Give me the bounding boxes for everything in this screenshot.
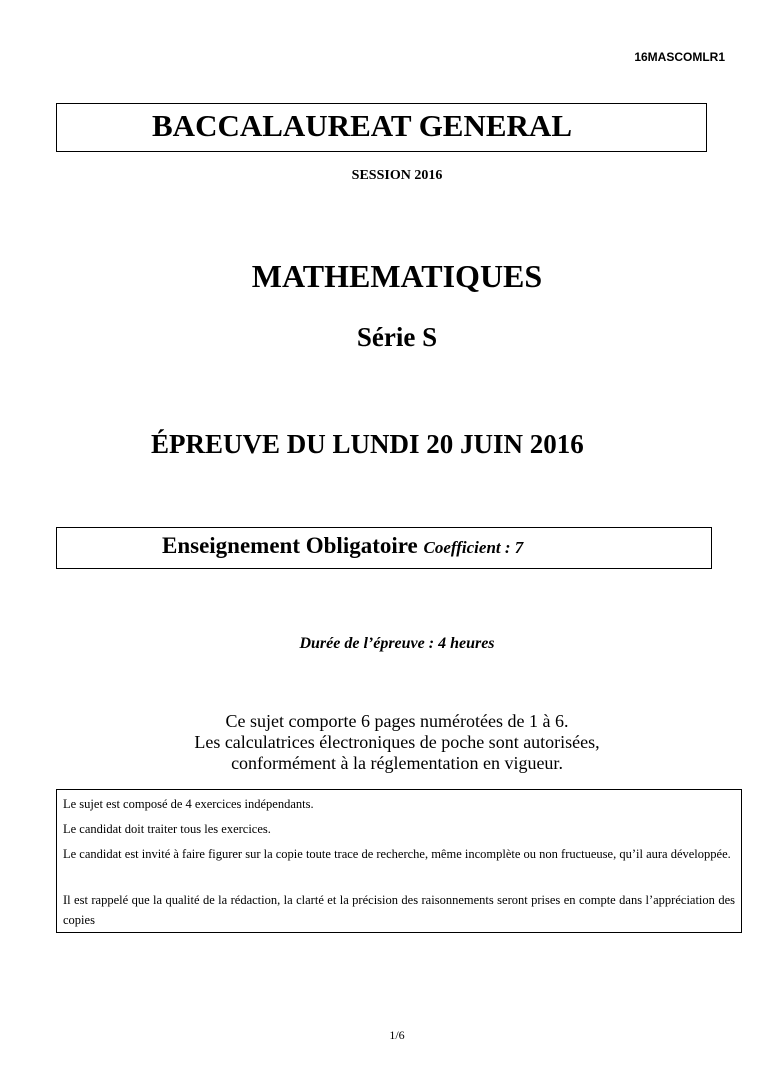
page-number: 1/6 <box>389 1028 405 1042</box>
instruction-note: Le candidat doit traiter tous les exercices. <box>63 822 271 836</box>
subject-title: MATHEMATIQUES <box>251 258 543 294</box>
instruction-note: Il est rappelé que la qualité de la rédaction, la clarté et la précision des raisonnements seront prises en compte dans l’appréciation des copies <box>63 893 735 927</box>
teaching-line <box>162 533 523 559</box>
instruction-note: Le sujet est composé de 4 exercices indépendants. <box>63 797 314 811</box>
session-label: SESSION 2016 <box>351 168 443 183</box>
instruction-note: Le candidat est invité à faire figurer sur la copie toute trace de recherche, même incomplète ou non fructueuse, qu’il aura développée. <box>63 847 731 861</box>
info-line: conformément à la réglementation en vigueur. <box>231 753 563 773</box>
duration-label: Durée de l’épreuve : 4 heures <box>299 635 495 652</box>
info-line: Les calculatrices électroniques de poche sont autorisées, <box>194 732 600 752</box>
exam-title-text: BACCALAUREAT GENERAL <box>152 108 572 143</box>
series-title: Série S <box>356 322 438 352</box>
coefficient-label: Coefficient : 7 <box>423 538 524 557</box>
teaching-label: Enseignement Obligatoire <box>162 533 418 558</box>
exam-date: ÉPREUVE DU LUNDI 20 JUIN 2016 <box>151 429 584 459</box>
info-line: Ce sujet comporte 6 pages numérotées de 1 à 6. <box>225 711 569 731</box>
document-code: 16MASCOMLR1 <box>634 50 725 64</box>
